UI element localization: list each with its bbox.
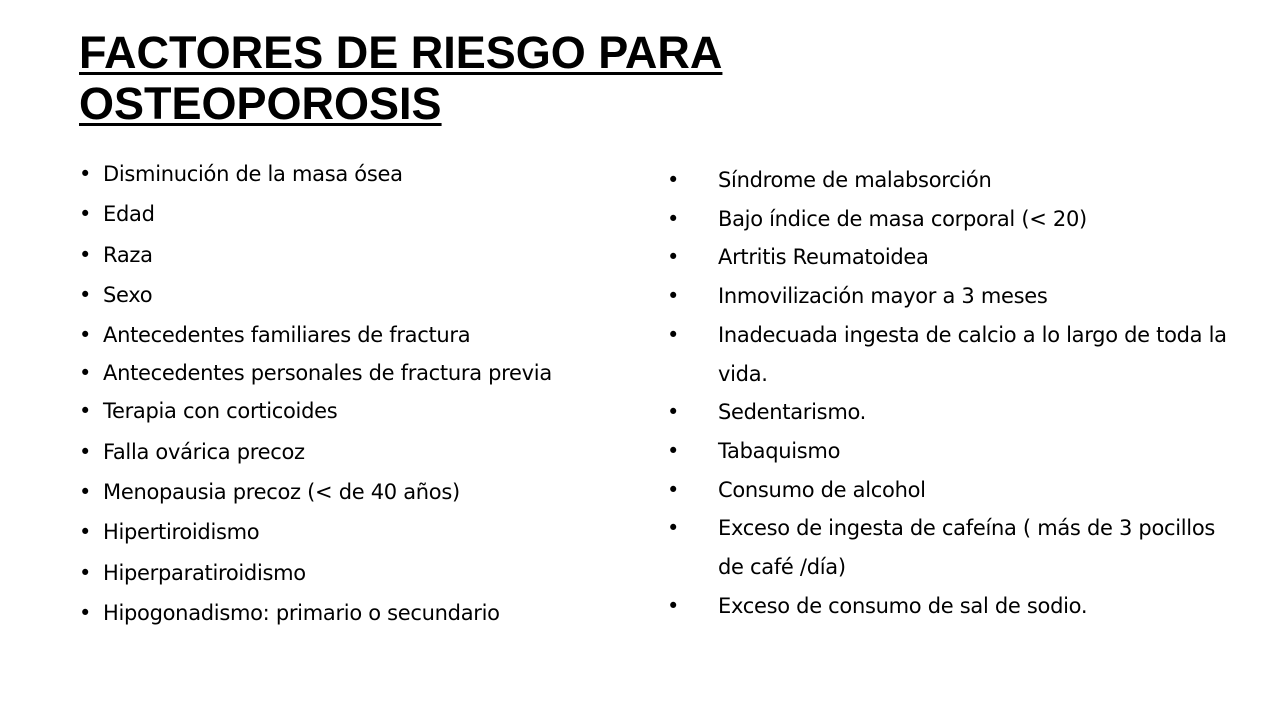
list-item-text: Falla ovárica precoz <box>103 439 305 464</box>
bullet-icon: • <box>667 438 680 463</box>
bullet-icon: • <box>79 361 92 386</box>
list-item-text: Hiperparatiroidismo <box>103 560 306 585</box>
right-risk-factor-list <box>667 161 1227 625</box>
list-item <box>79 355 639 391</box>
list-item-text: Edad <box>103 202 155 227</box>
list-item <box>79 235 639 275</box>
list-item <box>79 275 639 315</box>
list-item <box>79 472 639 512</box>
list-item <box>667 316 1227 393</box>
list-item <box>667 161 1227 200</box>
list-item-text: Disminución de la masa ósea <box>103 162 403 186</box>
list-item <box>79 593 639 633</box>
list-item <box>79 553 639 593</box>
list-item-text: Artritis Reumatoidea <box>718 245 929 270</box>
list-item <box>667 432 1227 471</box>
list-item-text: Bajo índice de masa corporal (< 20) <box>718 206 1087 231</box>
list-item <box>79 432 639 472</box>
bullet-icon: • <box>79 439 92 464</box>
bullet-icon: • <box>79 480 92 505</box>
list-item-text: Sexo <box>103 282 153 307</box>
bullet-icon: • <box>79 399 92 424</box>
list-item-text: Inmovilización mayor a 3 meses <box>718 284 1048 309</box>
bullet-icon: • <box>667 206 680 231</box>
bullet-icon: • <box>79 282 92 307</box>
list-item <box>667 200 1227 239</box>
list-item <box>79 154 639 194</box>
bullet-icon: • <box>667 284 680 309</box>
bullet-icon: • <box>79 560 92 585</box>
list-item-text: Hipogonadismo: primario o secundario <box>103 600 500 625</box>
bullet-icon: • <box>79 202 92 227</box>
list-item-text: Menopausia precoz (< de 40 años) <box>103 480 460 505</box>
list-item <box>79 315 639 355</box>
list-item-text: Inadecuada ingesta de calcio a lo largo de toda la vida. <box>718 322 1227 386</box>
list-item <box>79 512 639 552</box>
list-item <box>79 194 639 234</box>
bullet-icon: • <box>79 600 92 625</box>
bullet-icon: • <box>667 516 680 541</box>
slide-title: FACTORES DE RIESGO PARA OSTEOPOROSIS <box>79 27 723 129</box>
list-item <box>667 509 1227 586</box>
list-item-text: Exceso de ingesta de cafeína ( más de 3 pocillos de café /día) <box>718 516 1216 580</box>
bullet-icon: • <box>667 477 680 502</box>
list-item-text: Raza <box>103 242 153 267</box>
list-item-text: Antecedentes personales de fractura previa <box>103 361 552 386</box>
bullet-icon: • <box>667 322 680 347</box>
bullet-icon: • <box>667 593 680 618</box>
list-item-text: Hipertiroidismo <box>103 520 260 545</box>
list-item-text: Antecedentes familiares de fractura <box>103 323 471 348</box>
list-item <box>79 391 639 431</box>
bullet-icon: • <box>667 168 680 192</box>
list-item-text: Tabaquismo <box>718 438 841 463</box>
list-item-text: Consumo de alcohol <box>718 477 926 502</box>
list-item <box>667 471 1227 510</box>
bullet-icon: • <box>79 242 92 267</box>
bullet-icon: • <box>79 520 92 545</box>
bullet-icon: • <box>79 162 92 186</box>
bullet-icon: • <box>79 323 92 348</box>
list-item-text: Síndrome de malabsorción <box>718 168 992 192</box>
list-item <box>667 393 1227 432</box>
list-item-text: Exceso de consumo de sal de sodio. <box>718 593 1088 618</box>
list-item-text: Terapia con corticoides <box>103 399 338 424</box>
list-item-text: Sedentarismo. <box>718 400 867 425</box>
list-item <box>667 238 1227 277</box>
list-item <box>667 277 1227 316</box>
left-risk-factor-list <box>79 154 639 633</box>
list-item <box>667 587 1227 626</box>
bullet-icon: • <box>667 245 680 270</box>
bullet-icon: • <box>667 400 680 425</box>
